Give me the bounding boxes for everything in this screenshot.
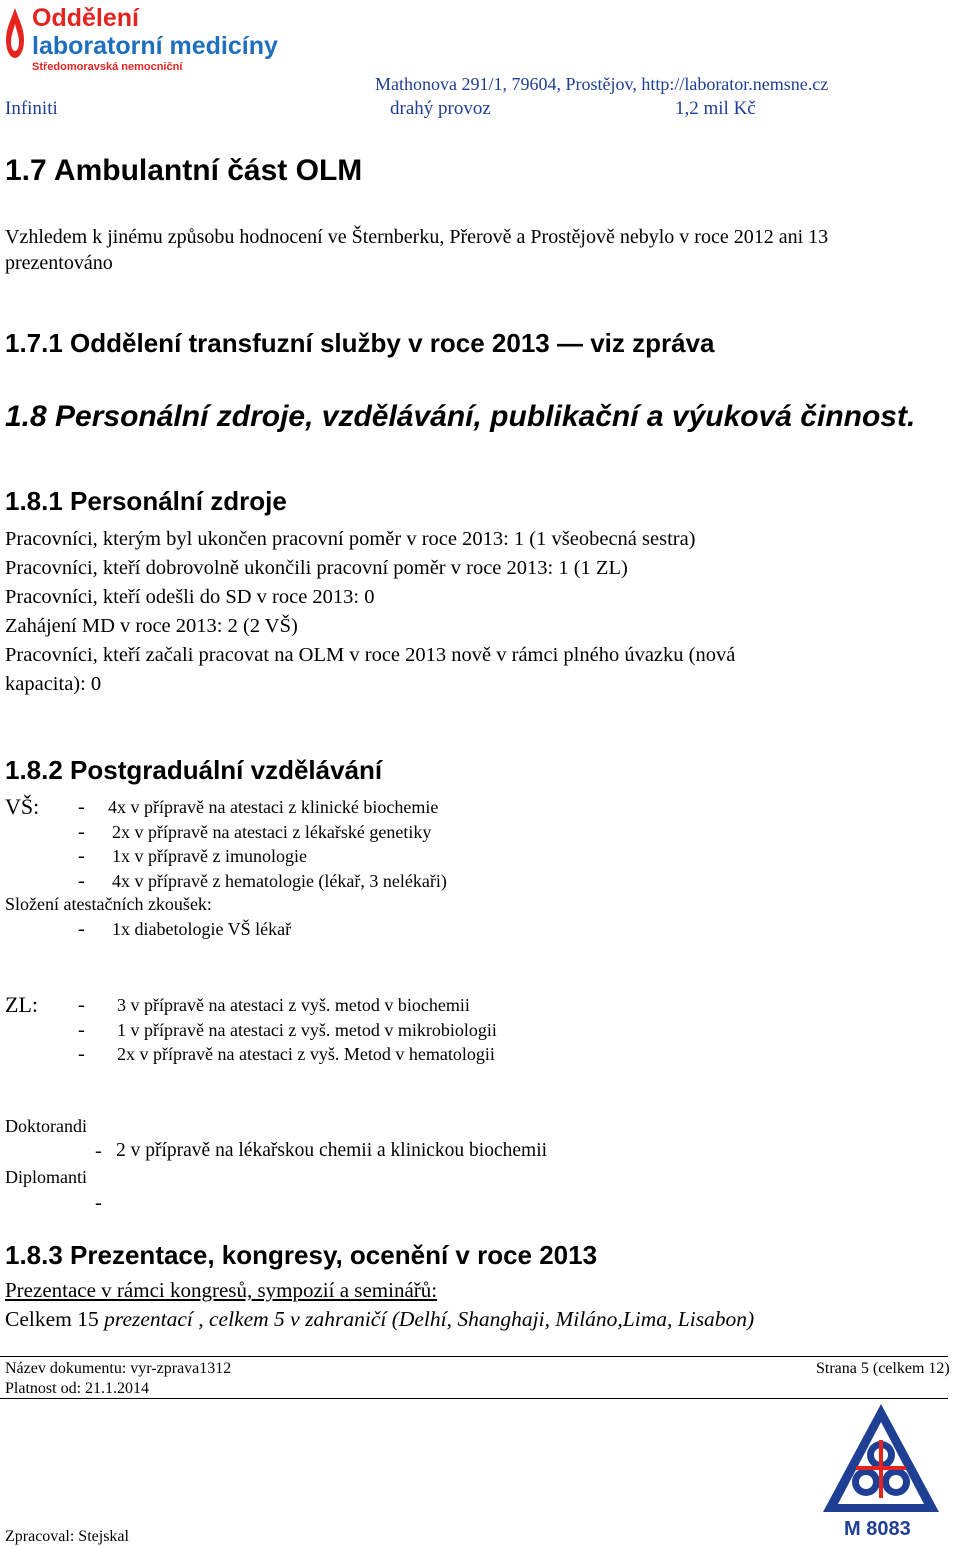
vs-dash-4: - bbox=[78, 870, 85, 892]
section-1-7-title: 1.7 Ambulantní část OLM bbox=[5, 154, 363, 187]
footer-rule-bottom bbox=[0, 1398, 948, 1399]
logo-drop-icon bbox=[4, 6, 26, 64]
logo-line-2: laboratorní medicíny bbox=[32, 32, 278, 60]
section-1-8-3-title: 1.8.3 Prezentace, kongresy, ocenění v roce 2013 bbox=[5, 1240, 598, 1270]
vs-item-4: 4x v přípravě z hematologie (lékař, 3 nelékaři) bbox=[112, 871, 447, 891]
footer-author: Zpracoval: Stejskal bbox=[5, 1528, 129, 1545]
header-address: Mathonova 291/1, 79604, Prostějov, http://laborator.nemsne.cz bbox=[375, 74, 829, 94]
zl-dash-2: - bbox=[78, 1019, 85, 1041]
section-1-7-text-line1: Vzhledem k jinému způsobu hodnocení ve Šternberku, Přerově a Prostějově nebylo v roce 2012 ani 13 bbox=[5, 226, 829, 248]
doktorandi-dash: - bbox=[95, 1140, 102, 1162]
vs-item-2: 2x v přípravě na atestaci z lékařské genetiky bbox=[112, 822, 432, 842]
presentations-subtitle: Prezentace v rámci kongresů, sympozií a seminářů: bbox=[5, 1278, 438, 1302]
vs-item-3: 1x v přípravě z imunologie bbox=[112, 846, 307, 866]
diplomanti-label: Diplomanti bbox=[5, 1167, 87, 1187]
vs-dash-2: - bbox=[78, 821, 85, 843]
footer-valid-from: Platnost od: 21.1.2014 bbox=[5, 1380, 150, 1397]
zl-dash-1: - bbox=[78, 994, 85, 1016]
logo-line-3: Středomoravská nemocniční bbox=[32, 61, 183, 73]
vs-dash-1: - bbox=[78, 796, 85, 818]
header-operation: drahý provoz bbox=[390, 98, 491, 119]
vs-dash-3: - bbox=[78, 845, 85, 867]
section-1-7-text-line2: prezentováno bbox=[5, 252, 113, 274]
presentations-count: Celkem 15 bbox=[5, 1307, 105, 1331]
logo-line-1: Oddělení bbox=[32, 4, 139, 32]
exam-dash-1: - bbox=[78, 918, 85, 940]
zl-label: ZL: bbox=[5, 992, 38, 1017]
certification-triangle-icon bbox=[820, 1400, 942, 1518]
personnel-line-5: Pracovníci, kteří začali pracovat na OLM v roce 2013 nově v rámci plného úvazku (nová bbox=[5, 644, 736, 666]
certification-logo bbox=[820, 1400, 942, 1544]
zl-item-2: 1 v přípravě na atestaci z vyš. metod v mikrobiologii bbox=[117, 1020, 497, 1040]
zl-dash-3: - bbox=[78, 1043, 85, 1065]
presentations-detail: prezentací , celkem 5 v zahraničí (Delhí, Shanghaji, Miláno,Lima, Lisabon) bbox=[104, 1307, 755, 1331]
zl-item-3: 2x v přípravě na atestaci z vyš. Metod v hematologii bbox=[117, 1044, 495, 1064]
personnel-line-3: Pracovníci, kteří odešli do SD v roce 2013: 0 bbox=[5, 586, 375, 608]
vs-item-1: 4x v přípravě na atestaci z klinické biochemie bbox=[108, 797, 439, 817]
personnel-line-6: kapacita): 0 bbox=[5, 673, 102, 695]
exam-label: Složení atestačních zkoušek: bbox=[5, 894, 212, 914]
vs-label: VŠ: bbox=[5, 794, 40, 819]
footer-doc-name: Název dokumentu: vyr-zprava1312 bbox=[5, 1360, 232, 1377]
presentations-summary bbox=[5, 1307, 754, 1332]
certification-label: M 8083 bbox=[844, 1518, 911, 1540]
section-1-7-1-title: 1.7.1 Oddělení transfuzní služby v roce 2013 — viz zpráva bbox=[5, 328, 715, 358]
exam-item-1: 1x diabetologie VŠ lékař bbox=[112, 919, 292, 939]
doktorandi-item: 2 v přípravě na lékařskou chemii a klinickou biochemii bbox=[116, 1140, 548, 1161]
section-1-8-title: 1.8 Personální zdroje, vzdělávání, publikační a výuková činnost. bbox=[5, 400, 916, 433]
section-1-8-2-title: 1.8.2 Postgraduální vzdělávání bbox=[5, 755, 383, 785]
personnel-line-2: Pracovníci, kteří dobrovolně ukončili pracovní poměr v roce 2013: 1 (1 ZL) bbox=[5, 557, 628, 579]
personnel-line-4: Zahájení MD v roce 2013: 2 (2 VŠ) bbox=[5, 615, 298, 637]
zl-item-1: 3 v přípravě na atestaci z vyš. metod v biochemii bbox=[117, 995, 470, 1015]
section-1-8-1-title: 1.8.1 Personální zdroje bbox=[5, 486, 287, 516]
footer-rule-top bbox=[0, 1356, 948, 1357]
doktorandi-label: Doktorandi bbox=[5, 1116, 87, 1136]
personnel-line-1: Pracovníci, kterým byl ukončen pracovní poměr v roce 2013: 1 (1 všeobecná sestra) bbox=[5, 528, 696, 550]
footer-page-number: Strana 5 (celkem 12) bbox=[816, 1360, 950, 1377]
header-cost: 1,2 mil Kč bbox=[675, 98, 756, 119]
diplomanti-dash: - bbox=[95, 1192, 102, 1214]
department-logo bbox=[4, 4, 278, 73]
header-device: Infiniti bbox=[5, 98, 58, 119]
